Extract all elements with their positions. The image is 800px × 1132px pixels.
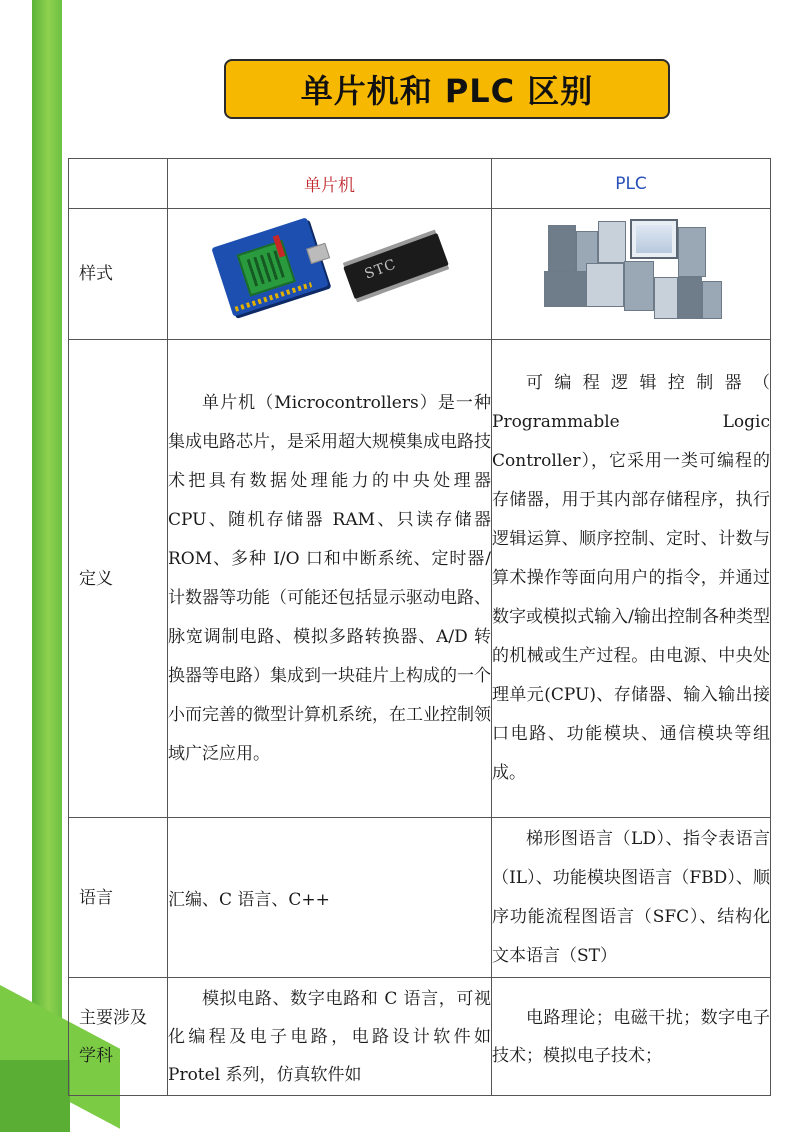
dev-board-image bbox=[211, 217, 328, 316]
plc-language: 梯形图语言（LD）、指令表语言（IL）、功能模块图语言（FBD）、顺序功能流程图语言（SFC）、结构化文本语言（ST） bbox=[492, 818, 771, 978]
row-subjects bbox=[69, 978, 771, 1096]
mcu-language: 汇编、C 语言、C++ bbox=[168, 818, 492, 978]
header-empty-cell bbox=[69, 159, 168, 209]
chip-marking: STC bbox=[362, 256, 399, 283]
page-title: 单片机和 PLC 区别 bbox=[300, 72, 594, 110]
plc-subjects: 电路理论；电磁干扰；数字电子技术；模拟电子技术； bbox=[492, 978, 771, 1096]
plc-image bbox=[492, 209, 771, 340]
mcu-definition: 单片机（Microcontrollers）是一种集成电路芯片，是采用超大规模集成电路技术把具有数据处理能力的中央处理器 CPU、随机存储器 RAM、只读存储器 ROM、多种 I/O 口和中断系统、定时器/计数器等功能（可能还包括显示驱动电路、脉宽调制电路、模拟多路转换器、A/D 转换器等电路）集成到一块硅片上构成的一个小而完善的微型计算机系统，在工业控制领域广泛应用。 bbox=[168, 340, 492, 818]
row-label-style: 样式 bbox=[69, 209, 168, 340]
green-ribbon-fold-lower bbox=[0, 1060, 70, 1132]
row-label-language: 语言 bbox=[69, 818, 168, 978]
green-ribbon-decoration bbox=[32, 0, 62, 1132]
header-mcu: 单片机 bbox=[168, 159, 492, 209]
comparison-table bbox=[68, 158, 771, 1096]
page-title-banner bbox=[224, 59, 670, 119]
row-label-subjects: 主要涉及学科 bbox=[69, 978, 168, 1096]
chip-image bbox=[343, 233, 449, 299]
header-plc: PLC bbox=[492, 159, 771, 209]
plc-modules-image bbox=[544, 219, 724, 329]
row-definition bbox=[69, 340, 771, 818]
row-style bbox=[69, 209, 771, 340]
mcu-subjects: 模拟电路、数字电路和 C 语言，可视化编程及电子电路，电路设计软件如 Protel 系列，仿真软件如 bbox=[168, 978, 492, 1096]
plc-definition: 可编程逻辑控制器（ Programmable Logic Controller），它采用一类可编程的存储器，用于其内部存储程序，执行逻辑运算、顺序控制、定时、计数与算术操作等面向用户的指令，并通过数字或模拟式输入/输出控制各种类型的机械或生产过程。由电源、中央处理单元(CPU)、存储器、输入输出接口电路、功能模块、通信模块等组成。 bbox=[492, 340, 771, 818]
table-header-row bbox=[69, 159, 771, 209]
row-language bbox=[69, 818, 771, 978]
mcu-image bbox=[168, 209, 492, 340]
row-label-definition: 定义 bbox=[69, 340, 168, 818]
